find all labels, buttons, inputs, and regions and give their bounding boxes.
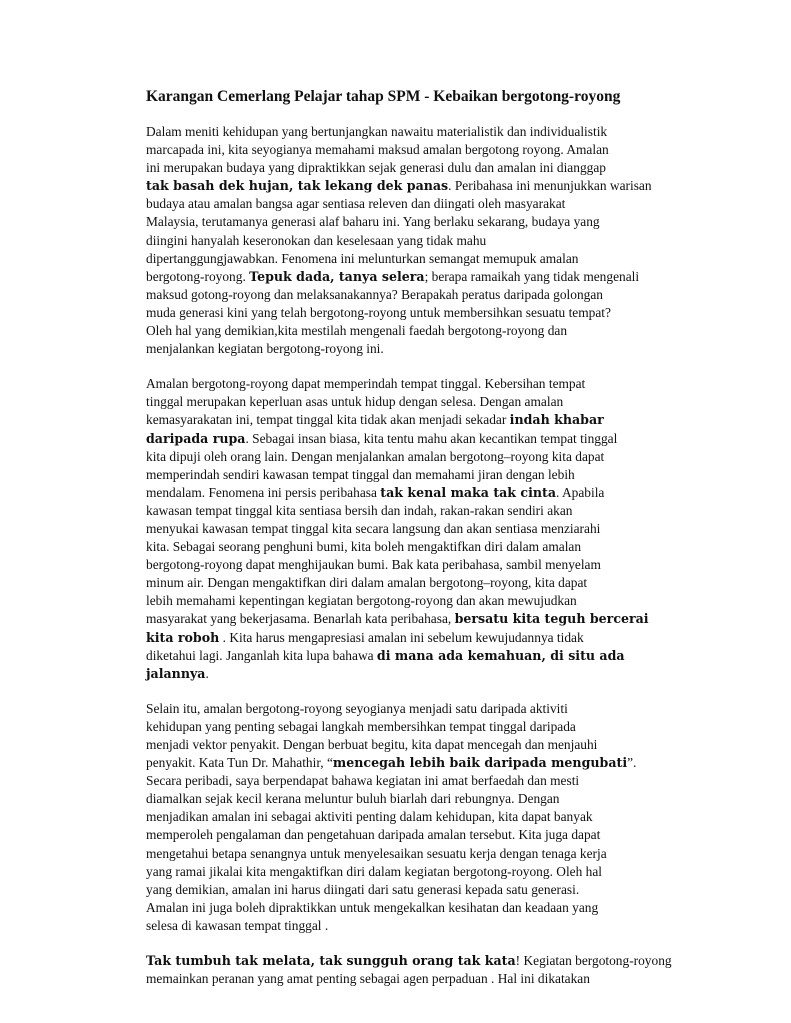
text-segment: yang ramai jikalai kita mengaktifkan diri dalam kegiatan bergotong-royong. Oleh hal: [146, 863, 603, 879]
text-segment: Selain itu, amalan bergotong-royong seyogianya menjadi satu daripada aktiviti: [146, 700, 568, 716]
text-segment: ! Kegiatan bergotong-royong: [515, 953, 672, 969]
text-segment: diingini hanyalah keseronokan dan keselesaan yang tidak mahu: [146, 232, 487, 248]
bold-phrase: indah khabar: [509, 412, 604, 428]
text-segment: memperindah sendiri kawasan tempat tinggal dan memahami jiran dengan lebih: [146, 466, 575, 482]
text-segment: mengetahui betapa senangnya untuk menyelesaikan sesuatu kerja dengan tenaga kerja: [146, 845, 607, 861]
text-line: [146, 141, 666, 159]
text-segment: memperoleh pengalaman dan pengetahuan daripada amalan tersebut. Kita juga dapat: [146, 827, 601, 843]
paragraph-3: [146, 700, 666, 935]
text-line: [146, 411, 666, 429]
text-segment: penyakit. Kata Tun Dr. Mahathir, “: [146, 755, 333, 771]
text-line: [146, 268, 666, 286]
text-line: [146, 754, 666, 772]
document-title: Karangan Cemerlang Pelajar tahap SPM - Kebaikan bergotong-royong: [146, 88, 621, 105]
text-line: [146, 700, 666, 718]
text-segment: Secara peribadi, saya berpendapat bahawa kegiatan ini amat berfaedah dan mesti: [146, 773, 580, 789]
text-line: [146, 430, 666, 448]
text-segment: . Apabila: [556, 484, 605, 500]
text-segment: menjalankan kegiatan bergotong-royong ini.: [146, 341, 384, 357]
text-line: [146, 952, 672, 970]
text-segment: bergotong-royong.: [146, 268, 250, 284]
text-segment: . Peribahasa ini menunjukkan warisan: [448, 178, 652, 194]
text-line: [146, 863, 666, 881]
text-segment: maksud gotong-royong dan melaksanakannya? Berapakah peratus daripada golongan: [146, 286, 603, 302]
text-line: [146, 610, 666, 628]
text-line: [146, 899, 666, 917]
text-line: [146, 736, 666, 754]
text-segment: kehidupan yang penting sebagai langkah membersihkan tempat tinggal daripada: [146, 718, 576, 734]
text-line: [146, 123, 666, 141]
text-line: [146, 592, 666, 610]
text-line: [146, 647, 666, 665]
text-segment: Amalan bergotong-royong dapat memperindah tempat tinggal. Kebersihan tempat: [146, 376, 586, 392]
text-segment: Malaysia, terutamanya generasi alaf baharu ini. Yang berlaku sekarang, budaya yang: [146, 214, 600, 230]
text-line: [146, 340, 666, 358]
text-segment: diketahui lagi. Janganlah kita lupa bahawa: [146, 647, 377, 663]
text-segment: kemasyarakatan ini, tempat tinggal kita tidak akan menjadi sekadar: [146, 412, 510, 428]
text-segment: menyukai kawasan tempat tinggal kita secara langsung dan akan sentiasa menziarahi: [146, 520, 601, 536]
text-line: [146, 375, 666, 393]
text-line: [146, 213, 666, 231]
text-segment: ”.: [627, 755, 637, 771]
bold-phrase: tak basah dek hujan, tak lekang dek panas: [146, 178, 449, 194]
text-segment: Oleh hal yang demikian,kita mestilah mengenali faedah bergotong-royong dan: [146, 323, 568, 339]
document-content: [146, 87, 672, 1005]
text-segment: . Sebagai insan biasa, kita tentu mahu akan kecantikan tempat tinggal: [245, 430, 618, 446]
text-segment: diamalkan sejak kecil kerana meluntur buluh biarlah dari rebungnya. Dengan: [146, 791, 560, 807]
text-line: [146, 718, 666, 736]
text-segment: . Kita harus mengapresiasi amalan ini sebelum kewujudannya tidak: [219, 629, 584, 645]
text-line: [146, 520, 666, 538]
text-segment: Dalam meniti kehidupan yang bertunjangkan nawaitu materialistik dan individualistik: [146, 124, 608, 139]
text-line: [146, 232, 666, 250]
bold-phrase: bersatu kita teguh bercerai: [454, 611, 649, 627]
text-segment: minum air. Dengan mengaktifkan diri dalam amalan bergotong–royong, kita dapat: [146, 575, 588, 591]
text-line: [146, 665, 666, 683]
text-line: [146, 881, 666, 899]
text-line: [146, 466, 666, 484]
text-line: [146, 845, 666, 863]
text-line: [146, 502, 666, 520]
text-line: [146, 322, 666, 340]
text-segment: masyarakat yang bekerjasama. Benarlah kata peribahasa,: [146, 611, 455, 627]
text-segment: menjadikan amalan ini sebagai aktiviti penting dalam kehidupan, kita dapat banyak: [146, 809, 593, 825]
bold-phrase: di mana ada kemahuan, di situ ada: [376, 647, 625, 663]
text-segment: .: [205, 665, 209, 681]
text-segment: ; berapa ramaikah yang tidak mengenali: [424, 268, 640, 284]
text-line: [146, 790, 666, 808]
text-segment: selesa di kawasan tempat tinggal .: [146, 917, 329, 933]
text-segment: lebih memahami kepentingan kegiatan bergotong-royong dan akan mewujudkan: [146, 593, 577, 609]
text-line: [146, 159, 666, 177]
text-line: [146, 304, 666, 322]
text-segment: tinggal merupakan keperluan asas untuk hidup dengan selesa. Dengan amalan: [146, 394, 564, 410]
bold-phrase: Tak tumbuh tak melata, tak sungguh orang tak kata: [146, 953, 516, 969]
bold-phrase: mencegah lebih baik daripada mengubati: [332, 755, 628, 771]
bold-phrase: daripada rupa: [146, 430, 246, 446]
text-line: [146, 286, 666, 304]
text-segment: marcapada ini, kita seyogianya memahami maksud amalan bergotong royong. Amalan: [146, 142, 609, 158]
text-line: [146, 629, 666, 647]
paragraph-1: [146, 123, 666, 358]
document-body: [146, 123, 672, 988]
text-line: [146, 484, 666, 502]
text-segment: budaya atau amalan bangsa agar sentiasa releven dan diingati oleh masyarakat: [146, 196, 566, 212]
text-segment: mendalam. Fenomena ini persis peribahasa: [146, 484, 381, 500]
text-line: [146, 917, 666, 935]
text-line: [146, 574, 666, 592]
text-segment: memainkan peranan yang amat penting sebagai agen perpaduan . Hal ini dikatakan: [146, 971, 590, 987]
text-segment: kita dipuji oleh orang lain. Dengan menjalankan amalan bergotong–royong kita dapat: [146, 448, 605, 464]
text-segment: muda generasi kini yang telah bergotong-royong untuk membersihkan sesuatu tempat?: [146, 304, 611, 320]
text-segment: menjadi vektor penyakit. Dengan berbuat begitu, kita dapat mencegah dan menjauhi: [146, 737, 598, 752]
text-line: [146, 772, 666, 790]
bold-phrase: tak kenal maka tak cinta: [380, 484, 557, 500]
bold-phrase: jalannya: [146, 665, 206, 681]
text-segment: bergotong-royong dapat menghijaukan bumi. Bak kata peribahasa, sambil menyelam: [146, 557, 601, 573]
text-line: [146, 808, 666, 826]
text-line: [146, 177, 666, 195]
text-segment: Amalan ini juga boleh dipraktikkan untuk mengekalkan kesihatan dan keadaan yang: [146, 899, 599, 915]
text-segment: dipertanggungjawabkan. Fenomena ini melunturkan semangat memupuk amalan: [146, 250, 579, 266]
text-line: [146, 250, 666, 268]
text-segment: kawasan tempat tinggal kita sentiasa bersih dan indah, rakan-rakan sendiri akan: [146, 502, 573, 518]
text-segment: kita. Sebagai seorang penghuni bumi, kita boleh mengaktifkan diri dalam amalan: [146, 539, 582, 555]
text-line: [146, 393, 666, 411]
text-line: [146, 970, 666, 988]
paragraph-2: [146, 375, 666, 683]
text-line: [146, 556, 666, 574]
text-line: [146, 538, 666, 556]
text-line: [146, 195, 666, 213]
bold-phrase: kita roboh: [146, 629, 220, 645]
text-segment: ini merupakan budaya yang dipraktikkan sejak generasi dulu dan amalan ini dianggap: [146, 160, 606, 176]
bold-phrase: Tepuk dada, tanya selera: [249, 268, 425, 284]
text-line: [146, 826, 666, 844]
paragraph-4: [146, 952, 672, 988]
text-line: [146, 448, 666, 466]
text-segment: yang demikian, amalan ini harus diingati dari satu generasi kepada satu generasi.: [146, 881, 580, 897]
